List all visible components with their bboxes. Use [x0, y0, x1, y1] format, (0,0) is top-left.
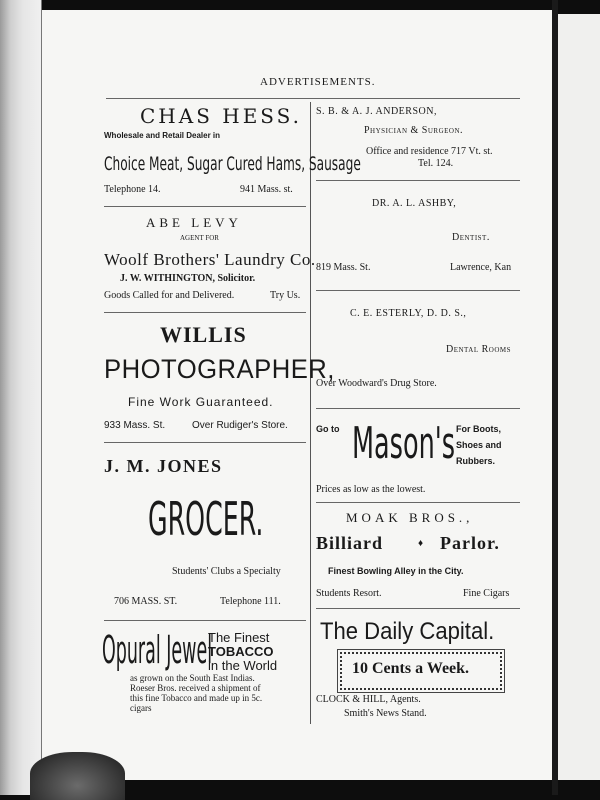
- jewel-line1: The Finest: [208, 630, 270, 645]
- levy-try: Try Us.: [270, 290, 301, 301]
- levy-company: Woolf Brothers' Laundry Co.: [104, 250, 316, 269]
- hess-phone: Telephone 14.: [104, 184, 161, 195]
- page-header: ADVERTISEMENTS.: [260, 76, 376, 88]
- page-stack-edge: [0, 0, 42, 795]
- anderson-tel: Tel. 124.: [418, 158, 454, 169]
- hess-address: 941 Mass. st.: [240, 184, 293, 195]
- anderson-office: Office and residence 717 Vt. st.: [366, 146, 493, 157]
- moak-ornament: ♦: [418, 538, 424, 549]
- levy-solicitor: J. W. WITHINGTON, Solicitor.: [120, 273, 256, 284]
- mason-goto: Go to: [316, 424, 340, 434]
- anderson-title: Physician & Surgeon.: [364, 125, 464, 136]
- willis-name: WILLIS: [160, 322, 247, 347]
- capital-stand: Smith's News Stand.: [344, 708, 427, 719]
- ashby-name: DR. A. L. ASHBY,: [372, 198, 457, 209]
- willis-tagline: Fine Work Guaranteed.: [128, 395, 274, 409]
- hess-subtitle: Wholesale and Retail Dealer in: [104, 131, 221, 140]
- mason-line2: Shoes and: [456, 440, 502, 450]
- jewel-body-1: as grown on the South East Indias.: [130, 673, 255, 683]
- hess-main: Choice Meat, Sugar Cured Hams, Sausage: [104, 153, 361, 175]
- levy-agent: AGENT FOR: [180, 234, 219, 242]
- rule: [316, 608, 520, 609]
- rule: [104, 442, 306, 443]
- levy-name: ABE LEVY: [146, 215, 242, 230]
- ashby-city: Lawrence, Kan: [450, 262, 512, 273]
- rule: [104, 620, 306, 621]
- willis-address: 933 Mass. St.: [104, 420, 166, 431]
- esterly-name: C. E. ESTERLY, D. D. S.,: [350, 308, 467, 319]
- mason-line1: For Boots,: [456, 424, 501, 434]
- mason-line3: Rubbers.: [456, 456, 496, 466]
- rule: [104, 206, 306, 207]
- ashby-address: 819 Mass. St.: [316, 262, 371, 273]
- esterly-rooms: Dental Rooms: [446, 344, 511, 355]
- anderson-name: S. B. & A. J. ANDERSON,: [316, 106, 437, 117]
- levy-goods: Goods Called for and Delivered.: [104, 290, 235, 301]
- capital-price: 10 Cents a Week.: [352, 660, 470, 677]
- jones-phone: Telephone 111.: [220, 596, 281, 607]
- moak-name: MOAK BROS.,: [346, 510, 474, 525]
- jewel-body-3: this fine Tobacco and made up in 5c.: [130, 693, 263, 703]
- mason-prices: Prices as low as the lowest.: [316, 484, 426, 495]
- moak-parlor: Parlor.: [440, 533, 500, 553]
- next-page-edge: [558, 14, 600, 780]
- rule: [316, 290, 520, 291]
- mason-name: Mason's: [352, 418, 456, 469]
- top-rule: [106, 98, 520, 99]
- jones-name: J. M. JONES: [104, 456, 223, 476]
- thumb: [30, 752, 125, 800]
- moak-finest: Finest Bowling Alley in the City.: [328, 566, 464, 576]
- jones-title: GROCER.: [148, 492, 264, 546]
- rule: [104, 312, 306, 313]
- jones-address: 706 MASS. ST.: [114, 596, 178, 607]
- rule: [316, 180, 520, 181]
- esterly-location: Over Woodward's Drug Store.: [316, 378, 437, 389]
- rule: [316, 408, 520, 409]
- capital-name: The Daily Capital.: [320, 618, 495, 645]
- rule: [316, 502, 520, 503]
- willis-location: Over Rudiger's Store.: [192, 420, 288, 431]
- moak-cigars: Fine Cigars: [463, 588, 510, 599]
- willis-title: PHOTOGRAPHER,: [104, 354, 335, 384]
- jewel-line3: in the World: [208, 658, 278, 673]
- moak-billiard: Billiard: [316, 533, 384, 553]
- jones-clubs: Students' Clubs a Specialty: [172, 566, 281, 577]
- capital-agents: CLOCK & HILL, Agents.: [316, 694, 421, 705]
- moak-resort: Students Resort.: [316, 588, 382, 599]
- jewel-body-4: cigars: [130, 703, 152, 713]
- jewel-line2: TOBACCO: [208, 644, 274, 659]
- ashby-title: Dentist.: [452, 232, 490, 243]
- column-divider: [310, 102, 311, 724]
- jewel-name: Opural Jewel: [102, 628, 213, 672]
- hess-name: CHAS HESS.: [140, 104, 302, 128]
- advertisement-page: [42, 10, 552, 780]
- jewel-body-2: Roeser Bros. received a shipment of: [130, 683, 261, 693]
